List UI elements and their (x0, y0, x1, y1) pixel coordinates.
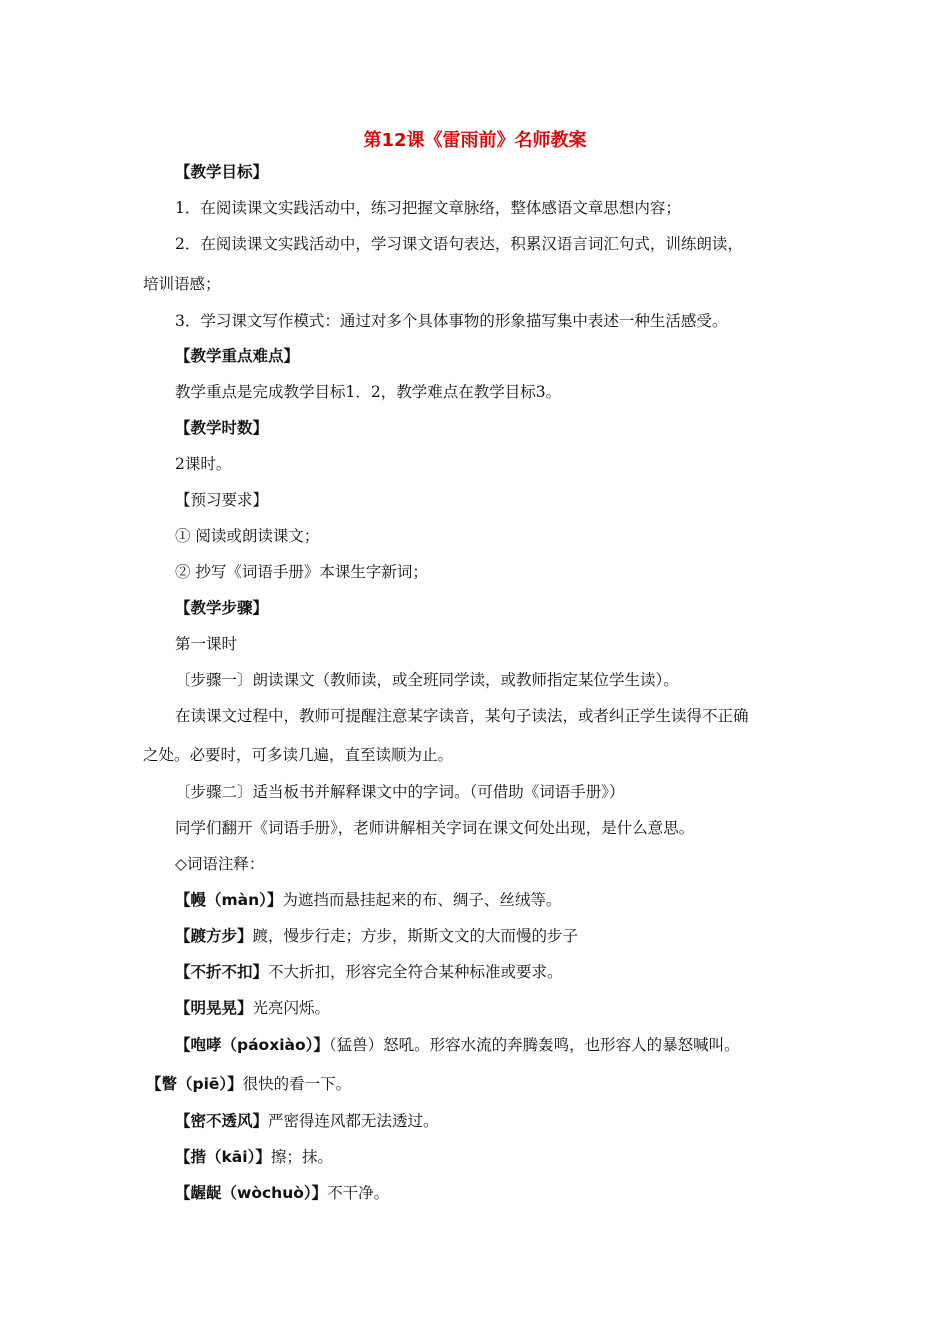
step-2: 〔步骤二〕适当板书并解释课文中的字词。（可借助《词语手册》） (175, 783, 625, 801)
objective-3: 3．学习课文写作模式：通过对多个具体事物的形象描写集中表述一种生活感受。 (175, 312, 728, 330)
step-2-detail: 同学们翻开《词语手册》，老师讲解相关字词在课文何处出现，是什么意思。 (175, 819, 695, 837)
vocab-term: 【龌龊（wòchuò）】 (175, 1184, 328, 1202)
vocab-term: 【咆哮（páoxiào）】 (175, 1036, 329, 1054)
vocab-term: 【密不透风】 (175, 1112, 269, 1130)
vocab-definition: 很快的看一下。 (242, 1075, 352, 1093)
objective-2: 2．在阅读课文实践活动中，学习课文语句表达，积累汉语言词汇句式，训练朗读， (175, 235, 743, 253)
vocab-definition: 不干净。 (327, 1184, 390, 1202)
objectives-heading: 【教学目标】 (175, 163, 269, 181)
vocab-definition: 严密得连风都无法透过。 (268, 1112, 439, 1130)
vocab-heading: ◇词语注释： (175, 855, 265, 873)
vocab-entry (146, 1073, 351, 1095)
preview-item-1: ① 阅读或朗读课文； (175, 527, 320, 545)
preview-heading: 【预习要求】 (175, 491, 269, 509)
step-1-detail-continued: 之处。必要时，可多读几遍，直至读顺为止。 (143, 746, 454, 764)
document-title: 第12课《雷雨前》名师教案 (363, 130, 587, 151)
hours-text: 2课时。 (175, 455, 232, 473)
vocab-definition: （猛兽）怒吼。形容水流的奔腾轰鸣，也形容人的暴怒喊叫。 (328, 1036, 740, 1054)
vocab-definition: 踱，慢步行走；方步，斯斯文文的大而慢的步子 (252, 927, 579, 945)
vocab-definition: 光亮闪烁。 (252, 999, 331, 1017)
vocab-term: 【明晃晃】 (175, 999, 253, 1017)
vocab-entry (175, 961, 563, 983)
preview-item-2: ② 抄写《词语手册》本课生字新词； (175, 563, 428, 581)
keypoints-heading: 【教学重点难点】 (175, 347, 300, 365)
vocab-entry (175, 1034, 740, 1056)
vocab-entry (175, 1110, 439, 1132)
vocab-term: 【不折不扣】 (175, 963, 269, 981)
keypoints-text: 教学重点是完成教学目标1．2，教学难点在教学目标3。 (175, 383, 562, 401)
vocab-term: 【瞥（piē）】 (146, 1075, 243, 1093)
hours-heading: 【教学时数】 (175, 419, 269, 437)
vocab-entry (175, 925, 578, 947)
vocab-entry (175, 1146, 333, 1168)
vocab-term: 【揩（kāi）】 (175, 1148, 271, 1166)
step-1: 〔步骤一〕朗读课文（教师读，或全班同学读，或教师指定某位学生读）。 (175, 671, 679, 689)
objective-1: 1．在阅读课文实践活动中，练习把握文章脉络，整体感语文章思想内容； (175, 199, 681, 217)
vocab-definition: 不大折扣，形容完全符合某种标准或要求。 (268, 963, 563, 981)
vocab-entry (175, 889, 561, 911)
vocab-entry (175, 1182, 389, 1204)
vocab-definition: 擦；抹。 (270, 1148, 333, 1166)
vocab-term: 【幔（màn）】 (175, 891, 283, 909)
step-1-detail: 在读课文过程中，教师可提醒注意某字读音，某句子读法，或者纠正学生读得不正确 (175, 707, 749, 725)
vocab-term: 【踱方步】 (175, 927, 253, 945)
steps-heading: 【教学步骤】 (175, 599, 269, 617)
vocab-entry (175, 997, 330, 1019)
vocab-definition: 为遮挡而悬挂起来的布、绸子、丝绒等。 (282, 891, 562, 909)
lesson-1-label: 第一课时 (175, 635, 238, 653)
objective-2-continued: 培训语感； (143, 275, 221, 293)
